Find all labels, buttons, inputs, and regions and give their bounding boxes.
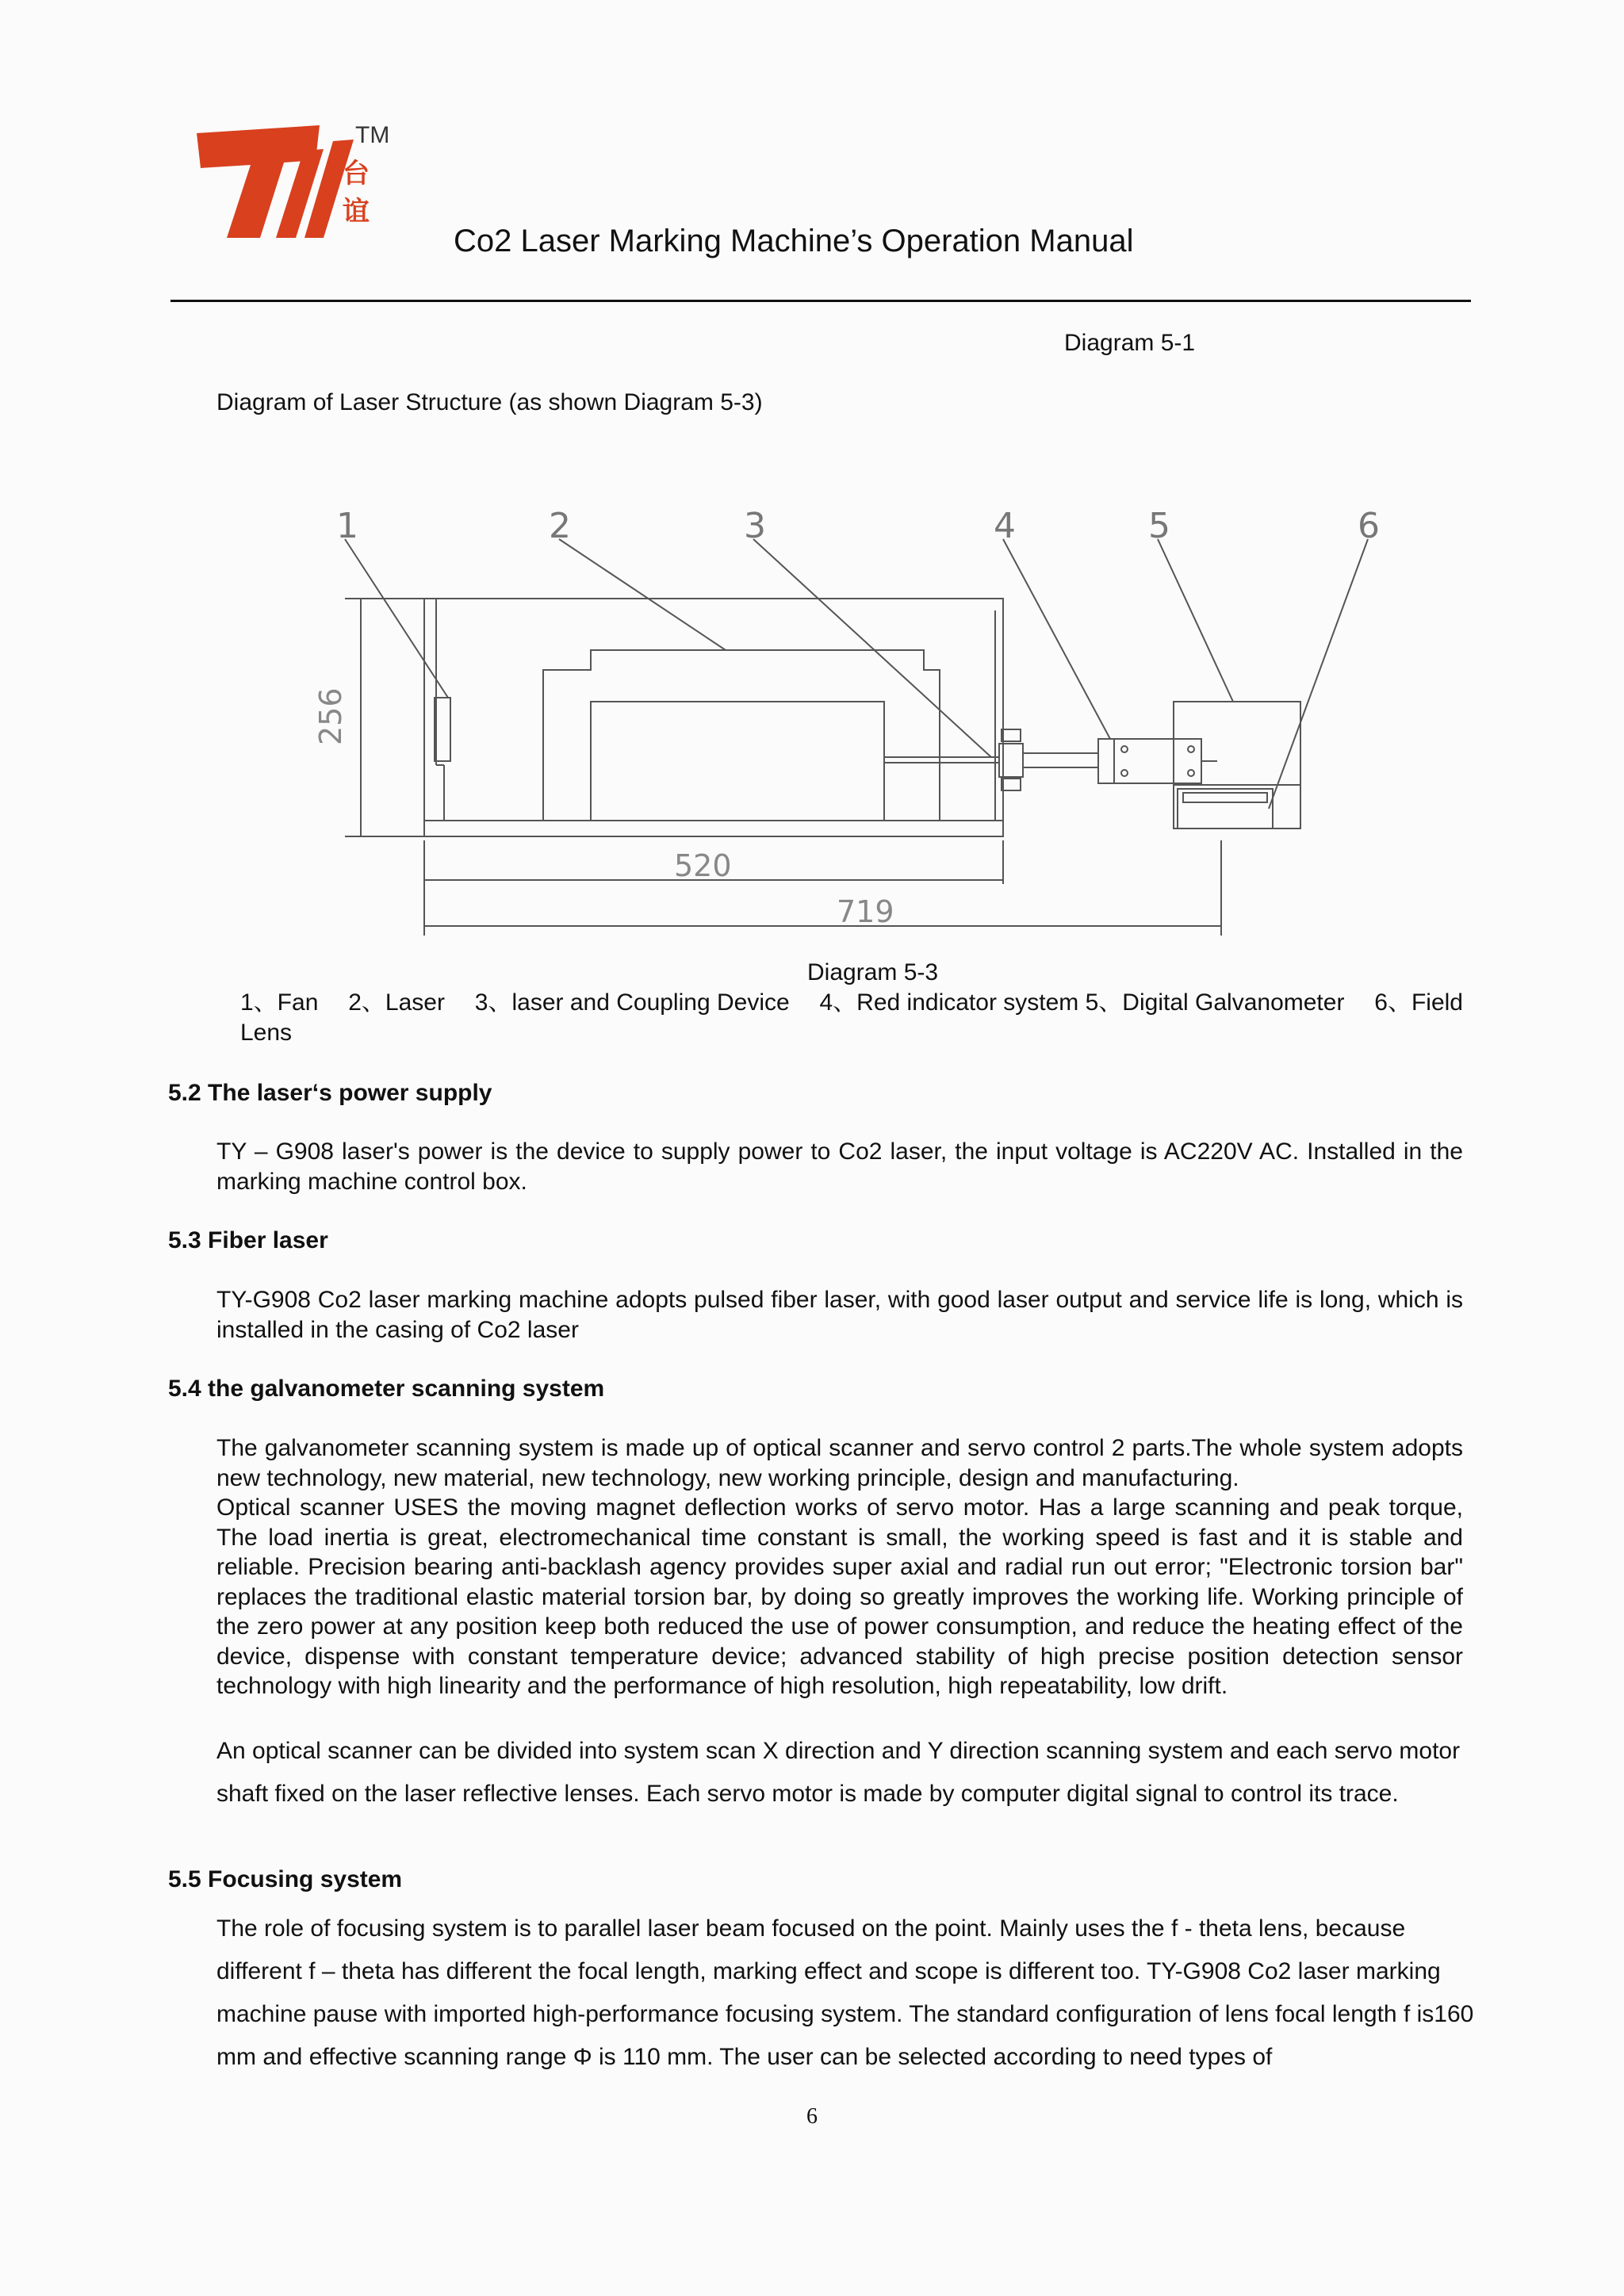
laser-structure-drawing [301,492,1396,936]
diagram-5-3-caption: Diagram 5-3 [807,959,939,985]
legend-item-coupling: 3、laser and Coupling Device [474,989,790,1016]
callout-2: 2 [549,506,571,546]
section-5-5-paragraph: The role of focusing system is to parallel laser beam focused on the point. Mainly uses the f - theta lens, because different f – theta has different the focal length, marking effect and scope is different too. TY-G908 Co2 laser marking machine pause with imported high-performance focusing system. The standard configuration of lens focal length f is160 mm and effective scanning range Φ is 110 mm. The user can be selected according to need types of [216,1915,1474,2070]
company-logo [165,119,403,246]
section-5-4-paragraph-1: The galvanometer scanning system is made up of optical scanner and servo control 2 parts.The whole system adopts new technology, new material, new technology, new working principle, design and manufacturing. [216,1435,1463,1491]
section-5-4-paragraph-2: Optical scanner USES the moving magnet deflection works of servo motor. Has a large scanning and peak torque, The load inertia is great, electromechanical time constant is small, the working speed is fast and it is stable and reliable. Precision bearing anti-backlash agency provides super axial and radial run out error; "Electronic torsion bar" replaces the traditional elastic material torsion bar, by doing so greatly improves the working life. Working principle of the zero power at any position keep both reduced the use of power consumption, and reduce the heating effect of the device, dispense with constant temperature device; advanced stability of high precise position detection sensor technology with high linearity and the performance of high resolution, high repeatability, low drift. [216,1494,1463,1699]
section-heading-5-4: 5.4 the galvanometer scanning system [168,1376,605,1402]
section-heading-5-3: 5.3 Fiber laser [168,1227,328,1253]
diagram-5-1-caption: Diagram 5-1 [1064,330,1196,356]
legend-item-field: 6、Field [1374,989,1463,1016]
callout-4: 4 [994,506,1016,546]
legend-item-laser: 2、Laser [348,989,445,1016]
section-heading-5-5: 5.5 Focusing system [168,1866,403,1892]
dimension-520-label: 520 [674,848,732,883]
section-5-2-paragraph: TY – G908 laser's power is the device to supply power to Co2 laser, the input voltage is AC220V AC. Installed in the marking machine control box. [216,1138,1463,1195]
section-5-4-paragraph-3: An optical scanner can be divided into system scan X direction and Y direction scanning system and each servo motor shaft fixed on the laser reflective lenses. Each servo motor is made by computer digital signal to control its trace. [216,1738,1461,1807]
callout-3: 3 [744,506,766,546]
legend-item-fan: 1、Fan [240,989,319,1016]
svg-text:谊: 谊 [343,196,370,228]
callout-6: 6 [1358,506,1380,546]
trademark-symbol: TM [355,122,390,148]
svg-text:台: 台 [343,158,370,189]
legend-item-lens: Lens [240,1019,293,1046]
page-number: 6 [806,2104,818,2129]
diagram-legend [240,988,1463,1047]
manual-title: Co2 Laser Marking Machine’s Operation Manual [454,224,1134,258]
section-5-3-paragraph: TY-G908 Co2 laser marking machine adopts pulsed fiber laser, with good laser output and service life is long, which is installed in the casing of Co2 laser [216,1287,1463,1343]
section-heading-5-2: 5.2 The laser‘s power supply [168,1080,492,1106]
callout-5: 5 [1148,506,1170,546]
header-divider [170,300,1471,302]
legend-item-indicator-galvo: 4、Red indicator system 5、Digital Galvanometer [819,989,1345,1016]
structure-intro: Diagram of Laser Structure (as shown Diagram 5-3) [216,389,763,415]
dimension-719-label: 719 [837,894,894,929]
dimension-height-label: 256 [313,687,348,745]
callout-1: 1 [336,506,358,546]
